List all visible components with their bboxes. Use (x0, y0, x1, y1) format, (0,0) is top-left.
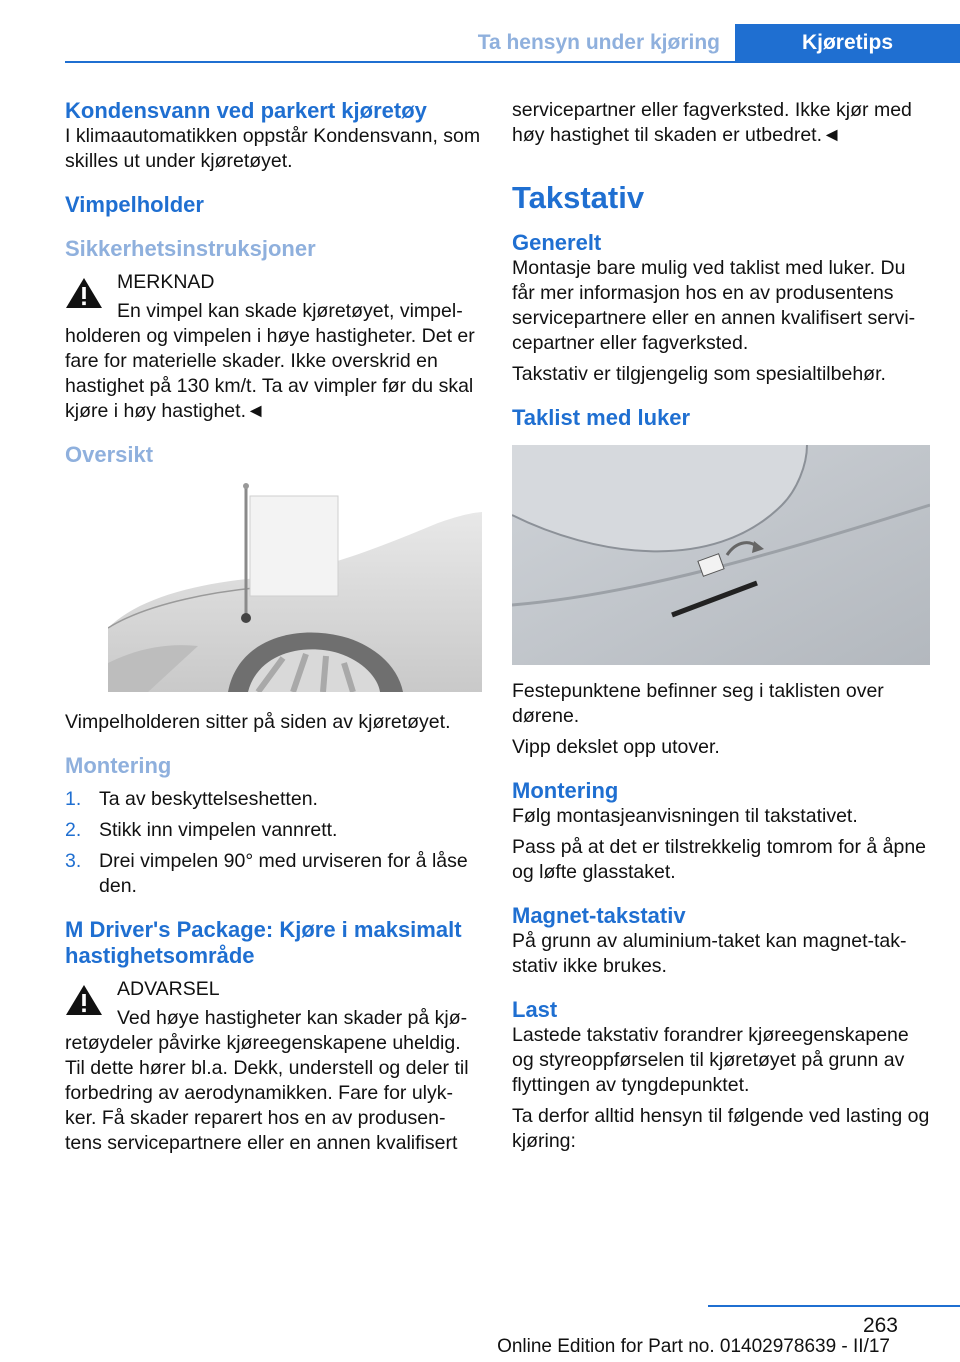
left-column (65, 98, 482, 1156)
flip-cover-text: Vipp dekslet opp utover. (512, 736, 720, 758)
warning-continued-text: servicepartner eller fagverksted. Ikke kjør med høy hastighet til skaden er utbedret.◄ (512, 99, 912, 146)
condensation-heading: Kondensvann ved parkert kjøretøy (65, 98, 427, 123)
note-text: holderen og vimpelen i høye hastigheter. Det er fare for materielle skader. Ikke overskrid en hastighet på 130 km/t. Ta av vimpler før du skal kjøre i høy hastighet.◄ (65, 325, 475, 422)
note-label: MERKNAD (117, 271, 215, 293)
load-heading: Last (512, 997, 558, 1022)
step-text: Stikk inn vimpelen vannrett. (99, 819, 338, 841)
accessory-text: Takstativ er tilgjengelig som spesialtilbehør. (512, 363, 886, 385)
condensation-text: I klimaautomatikken oppstår Kondensvann, som skilles ut under kjøretøyet. (65, 125, 481, 172)
footer-edition: Online Edition for Part no. 01402978639 - II/17 (497, 1336, 890, 1357)
header-chapter-tab: Kjøretips (735, 24, 960, 62)
pennant-holder-image (108, 478, 482, 692)
load-text-advice: Ta derfor alltid hensyn til følgende ved lasting og kjøring: (512, 1105, 930, 1152)
right-mounting-heading: Montering (512, 778, 619, 803)
list-item (65, 818, 482, 843)
overview-caption: Vimpelholderen sitter på siden av kjøretøyet. (65, 711, 451, 733)
warning-triangle-icon (65, 983, 103, 1017)
magnet-rack-text: På grunn av aluminium-taket kan magnet-tak-stativ ikke brukes. (512, 930, 907, 977)
roof-rail-image (512, 445, 930, 665)
general-text: Montasje bare mulig ved taklist med luker. Du får mer informasjon hos en av produsentens servicepartnere eller en annen kvalifisert servi-cepartner eller fagverksted. (512, 257, 916, 354)
pennant-heading: Vimpelholder (65, 192, 204, 217)
mounting-heading: Montering (65, 753, 172, 778)
header-section-title: Ta hensyn under kjøring (477, 31, 720, 54)
warning-text-first: Ved høye hastigheter kan skader på kjø- (117, 1007, 468, 1029)
general-heading: Generelt (512, 230, 602, 255)
roof-rack-heading: Takstativ (512, 180, 645, 215)
note-box (65, 270, 482, 424)
load-text: Lastede takstativ forandrer kjøreegenskapene og styreoppførselen til kjøretøyet på grunn av flyttingen av tyngdepunktet. (512, 1024, 909, 1096)
step-text: Ta av beskyttelseshetten. (99, 788, 318, 810)
warning-box (65, 977, 482, 1156)
list-item (65, 849, 482, 899)
footer-rule (708, 1305, 960, 1307)
overview-heading: Oversikt (65, 442, 154, 467)
roof-rail-heading: Taklist med luker (512, 405, 691, 430)
step-number: 3. (65, 850, 82, 872)
m-drivers-package-heading: M Driver's Package: Kjøre i maksimalt hastighetsområde (65, 917, 462, 968)
warning-text: retøydeler påvirke kjøreegenskapene uheldig. Til dette hører bl.a. Dekk, understell og deler til forbedring av aerodynamikken. Fare for ulyk-ker. Få skader reparert hos en av produsen-tens servicepartnere eller en annen kvalifisert (65, 1032, 469, 1154)
page-header (0, 0, 960, 62)
warning-label: ADVARSEL (117, 978, 220, 1000)
magnet-rack-heading: Magnet-takstativ (512, 903, 686, 928)
header-rule (65, 61, 960, 63)
attach-points-text: Festepunktene befinner seg i taklisten over dørene. (512, 680, 884, 727)
warning-triangle-icon (65, 276, 103, 310)
page-number: 263 (862, 1314, 898, 1337)
step-number: 1. (65, 788, 82, 810)
safety-heading: Sikkerhetsinstruksjoner (65, 236, 316, 261)
note-text-first: En vimpel kan skade kjøretøyet, vimpel- (117, 300, 463, 322)
list-item (65, 787, 482, 812)
clearance-text: Pass på at det er tilstrekkelig tomrom for å åpne og løfte glasstaket. (512, 836, 927, 883)
right-column (512, 98, 930, 1154)
step-number: 2. (65, 819, 82, 841)
mounting-instructions-text: Følg montasjeanvisningen til takstativet. (512, 805, 858, 827)
mounting-steps (65, 787, 482, 899)
step-text: Drei vimpelen 90° med urviseren for å låse den. (99, 850, 468, 897)
